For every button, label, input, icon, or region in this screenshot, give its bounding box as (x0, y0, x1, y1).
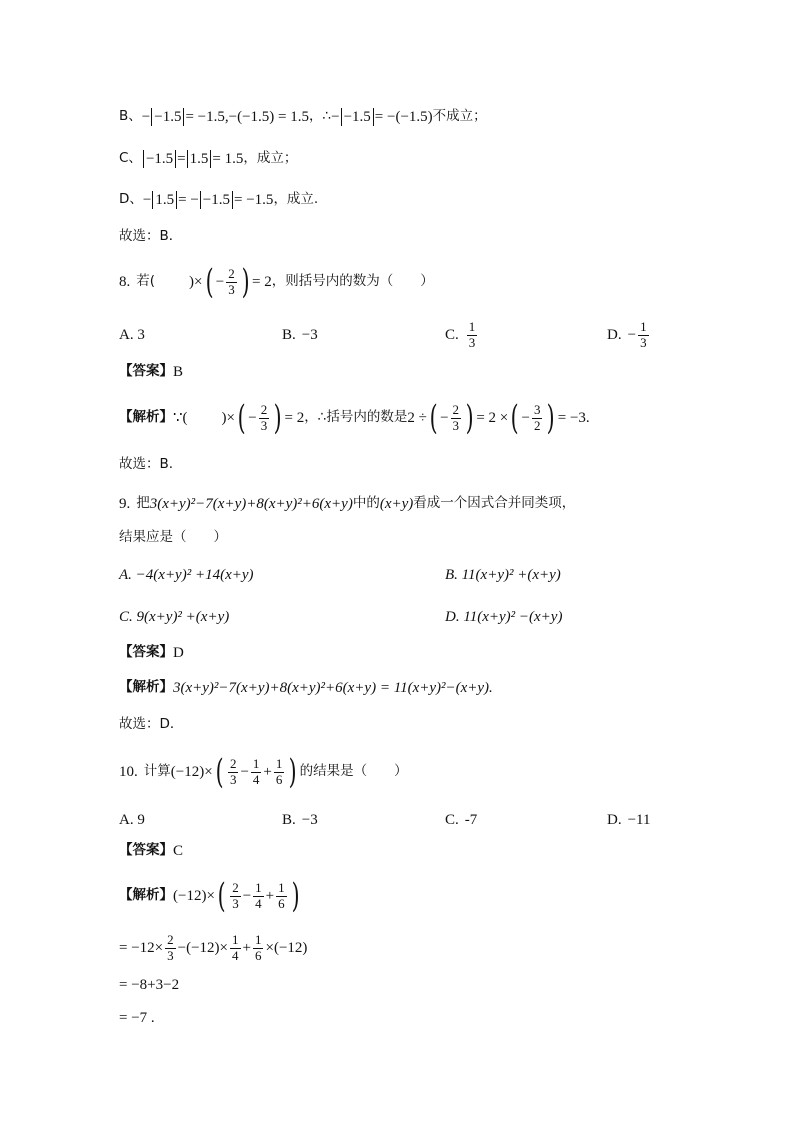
solution-10-step-3: = −7 . (119, 1009, 155, 1026)
solution-10-step-1: = −12× $\frac{2}{3}$ −(−12)× $\frac{1}{4}$ + $\frac{1}{6}$ ×(−12) (119, 932, 308, 963)
q9-option-b: B. 11(x+y)² +(x+y) (445, 566, 561, 583)
q8-option-a: A. 3 (119, 326, 145, 343)
answer-9: 【答案】 D (119, 644, 184, 661)
choice-summary-9: 故选：D． (119, 716, 184, 733)
fraction: $\frac{2}{3}$ (228, 266, 235, 297)
question-8: 8. 若( )× ( − $\frac{2}{3}$ ) = 2 ，则括号内的数为（ ） (119, 262, 434, 302)
solution-10-step-2: = −8+3−2 (119, 976, 180, 993)
solution-8: 【解析】 ∵( )× ( − $\frac{2}{3}$ ) = 2 ，∴括号内的数是 2 ÷ ( − $\frac{2}{3}$ ) = 2 × ( − $\frac{3}{2}$ ) = −3. (119, 398, 590, 438)
q10-option-a: A. 9 (119, 811, 145, 828)
choice-summary-7: 故选：B． (119, 228, 183, 245)
q8-option-c: C. $\frac{1}{3}$ (445, 319, 476, 350)
solution-9: 【解析】 3(x+y)²−7(x+y)+8(x+y)²+6(x+y) = 11(x+y)²−(x+y). (119, 679, 493, 696)
q8-option-d: D. − $\frac{1}{3}$ (607, 319, 647, 350)
option-b-explanation: B、 − −1.5 = −1.5,−(−1.5) = 1.5 ，∴ − −1.5 = −(−1.5) 不成立； (119, 108, 487, 125)
answer-8: 【答案】 B (119, 363, 184, 380)
q10-option-d: D. −11 (607, 811, 651, 828)
question-9-cont: 结果应是（ ） (119, 529, 227, 546)
q9-option-d: D. 11(x+y)² −(x+y) (445, 608, 563, 625)
option-c-explanation: C、 −1.5 = 1.5 = 1.5 ，成立； (119, 150, 298, 167)
choice-summary-8: 故选：B. (119, 456, 174, 473)
q9-option-c: C. 9(x+y)² +(x+y) (119, 608, 230, 625)
question-9: 9. 把 3(x+y)²−7(x+y)+8(x+y)²+6(x+y) 中的 (x+y) 看成一个因式合并同类项， (119, 495, 576, 512)
question-10: 10. 计算 (−12)× ( $\frac{2}{3}$ − $\frac{1}{4}$ + $\frac{1}{6}$ ) 的结果是（ ） (119, 752, 408, 792)
q9-option-a: A. −4(x+y)² +14(x+y) (119, 566, 254, 583)
option-d-explanation: D、 − 1.5 = − −1.5 = −1.5 ，成立. (119, 191, 319, 208)
solution-10: 【解析】 (−12)× ( $\frac{2}{3}$ − $\frac{1}{4}$ + $\frac{1}{6}$ ) (119, 876, 300, 916)
answer-10: 【答案】 C (119, 842, 184, 859)
q10-option-c: C. -7 (445, 811, 478, 828)
q10-option-b: B. −3 (282, 811, 318, 828)
q8-option-b: B. −3 (282, 326, 318, 343)
